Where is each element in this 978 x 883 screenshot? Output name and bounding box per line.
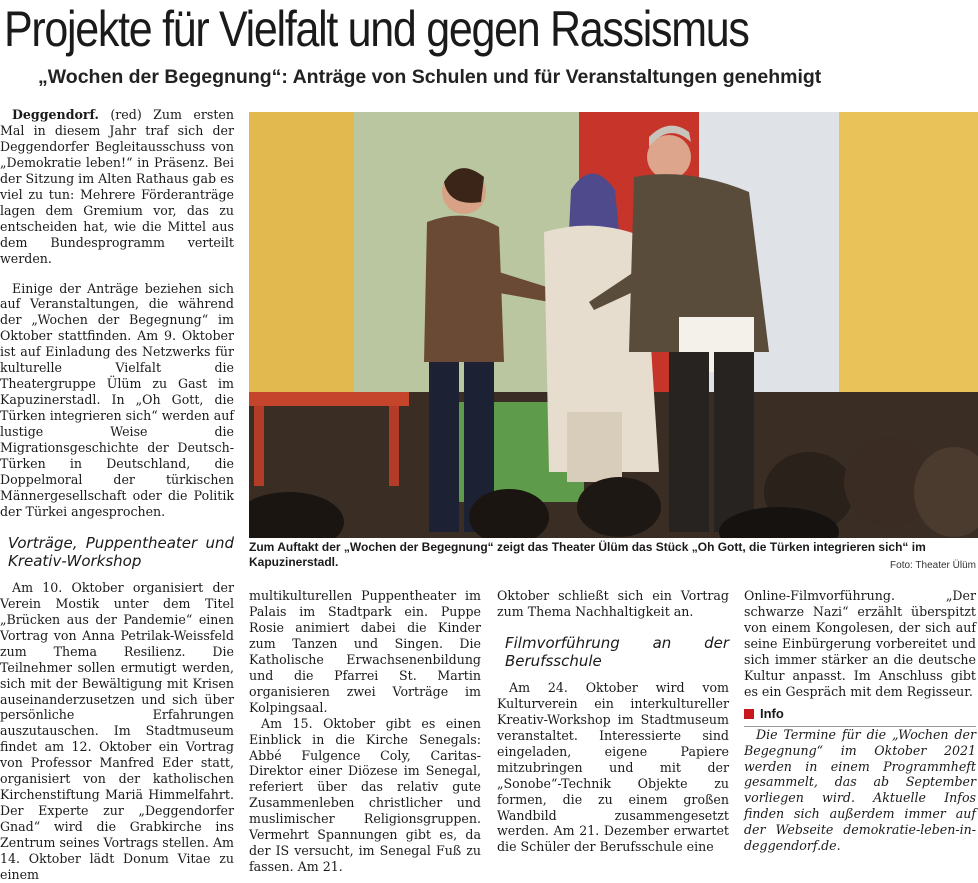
paragraph	[0, 107, 234, 267]
column-4	[744, 588, 976, 854]
photo-credit: Foto: Theater Ülüm	[890, 560, 976, 571]
section-subtitle: Filmvorführung an der Berufsschule	[505, 633, 729, 670]
paragraph: Am 24. Oktober wird vom Kulturverein ein interkultureller Kreativ-Workshop im Stadtmuseum veranstaltet. Interessierte sind eingeladen, eigene Papiere mitzubringen und mit der „Sonobe“-Technik Objekte zu formen, die zu einem großen Wandbild zusammengesetzt werden. Am 21. Dezember erwartet die Schüler der Berufsschule eine	[497, 679, 729, 855]
paragraph: Am 10. Oktober organisiert der Verein Mostik unter dem Titel „Brücken aus der Pandemie“ einen Vortrag von Anna Petrilak-Weissfeld zum Thema Resilienz. Die Teilnehmer sollen ermutigt werden, sich mit der Bewältigung mit Krisen auseinanderzusetzen und sich über persönliche Erfahrungen auszutauschen. Im Stadtmuseum findet am 12. Oktober ein Vortrag von Professor Manfred Eder statt, organisiert von der katholischen Kirchenstiftung Mariä Himmelfahrt. Der Experte zur „Deggendorfer Gnad“ wird die Grabkirche ins Zentrum seines Vortrags stellen. Am 14. Oktober lädt Donum Vitae zu einem	[0, 579, 234, 882]
column-2	[249, 588, 481, 875]
headline: Projekte für Vielfalt und gegen Rassismus	[4, 1, 749, 57]
paragraph: Oktober schließt sich ein Vortrag zum Thema Nachhaltigkeit an.	[497, 588, 729, 619]
column-3	[497, 588, 729, 855]
subheadline: „Wochen der Begegnung“: Anträge von Schulen und für Veranstaltungen genehmigt	[38, 66, 822, 88]
dateline: Deggendorf.	[12, 107, 99, 122]
section-subtitle: Vorträge, Puppentheater und Kreativ-Workshop	[8, 533, 234, 570]
info-label: Info	[760, 705, 784, 721]
paragraph: Am 15. Oktober gibt es einen Einblick in die Kirche Senegals: Abbé Fulgence Coly, Caritas-Direktor einer Diözese im Senegal, referiert über das relativ gute Zusammenleben christlicher und muslimischer Religionsgruppen. Vermehrt Spannungen gibt es, da der IS versucht, im Senegal Fuß zu fassen. Am 21.	[249, 715, 481, 875]
photo-caption: Zum Auftakt der „Wochen der Begegnung“ zeigt das Theater Ülüm das Stück „Oh Gott, die Türken integrieren sich“ im Kapuzinerstadl.	[249, 540, 926, 569]
paragraph-text: (red) Zum ersten Mal in diesem Jahr traf sich der Deggendorfer Begleitausschuss von „Demokratie leben!“ in Präsenz. Bei der Sitzung im Alten Rathaus gab es viel zu tun: Mehrere Förderanträge lagen dem Gremium vor, das zu entscheiden hat, wie die Mittel aus dem Bundesprogramm verteilt werden.	[0, 107, 234, 266]
stage-photo-illustration	[249, 112, 978, 538]
paragraph: Online-Filmvorführung. „Der schwarze Nazi“ erzählt überspitzt von einem Kongolesen, der sich auf seine Einbürgerung vorbereitet und sich immer stärker an die deutsche Kultur anpasst. Im Anschluss gibt es ein Gespräch mit dem Regisseur.	[744, 588, 976, 699]
paragraph: Einige der Anträge beziehen sich auf Veranstaltungen, die während der „Wochen der Begegnung“ im Oktober stattfinden. Am 9. Oktober ist auf Einladung des Netzwerks für kulturelle Vielfalt die Theatergruppe Ülüm zu Gast im Kapuzinerstadl. In „Oh Gott, die Türken integrieren sich“ werden auf lustige Weise die Migrationsgeschichte der Deutsch-Türken in Deutschland, die Doppelmoral der türkischen Männergesellschaft oder die Politik der Türkei angesprochen.	[0, 280, 234, 519]
info-text: Die Termine für die „Wochen der Begegnung“ im Oktober 2021 werden in einem Programmheft gesammelt, das ab September vorliegen wird. Aktuelle Infos finden sich außerdem immer auf der Webseite demokratie-leben-in-deggendorf.de.	[744, 726, 976, 854]
article-photo	[249, 112, 978, 538]
info-square-icon	[744, 709, 754, 719]
column-1	[0, 107, 234, 883]
info-box-header	[744, 706, 976, 727]
paragraph: multikulturellen Puppentheater im Palais im Stadtpark ein. Puppe Rosie animiert dabei die Kinder zum Tanzen und Singen. Die Katholische Erwachsenenbildung und die Pfarrei St. Martin organisieren zwei Vorträge im Kolpingsaal.	[249, 588, 481, 715]
